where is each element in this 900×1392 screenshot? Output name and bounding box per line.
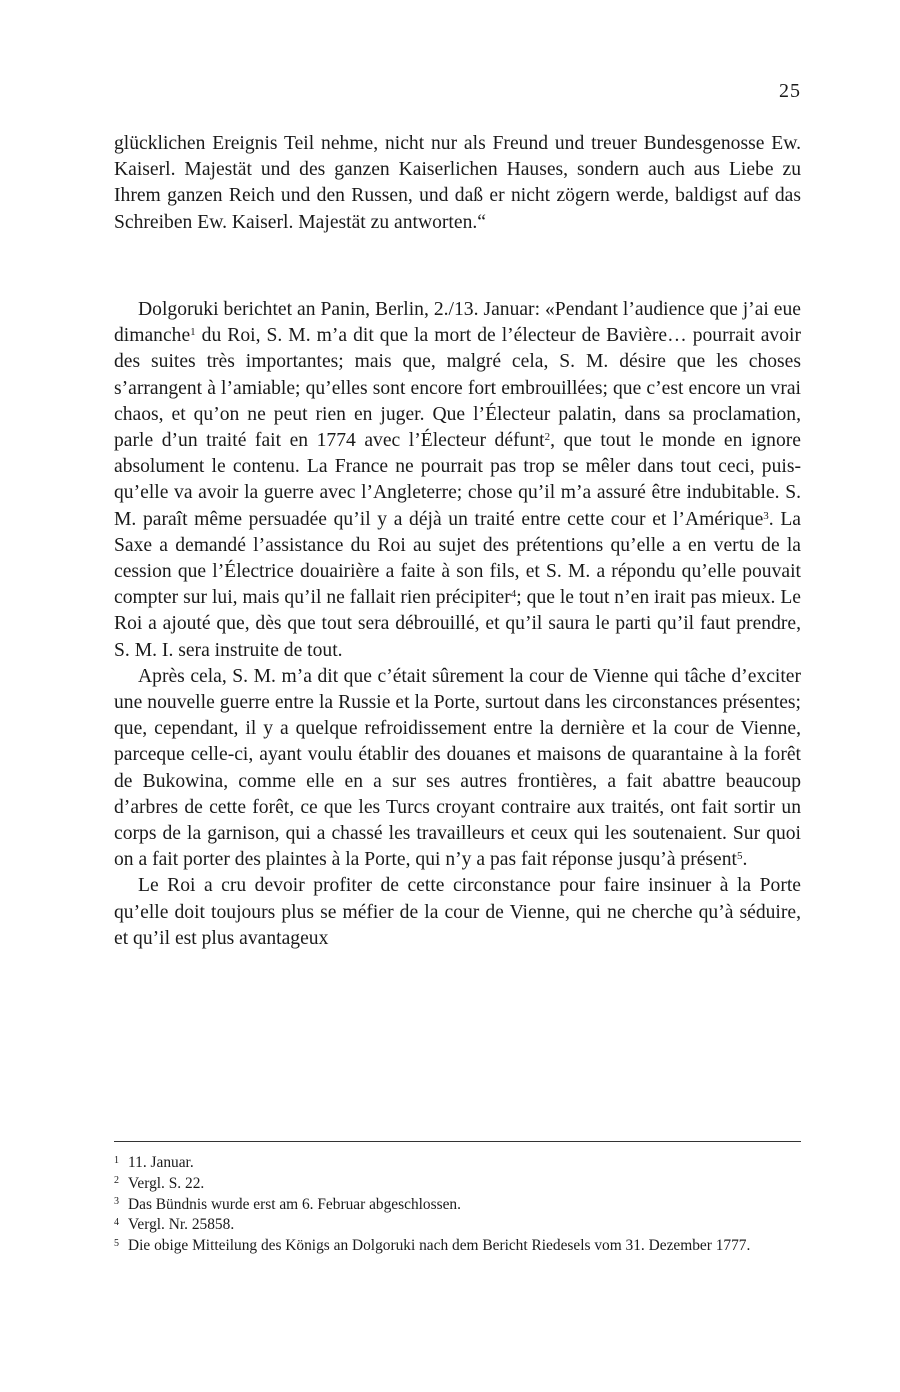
- footnote: 4 Vergl. Nr. 25858.: [114, 1216, 235, 1234]
- footnote-divider: [114, 1141, 801, 1142]
- paragraph-roi: Le Roi a cru devoir profiter de cette circonstance pour faire insinuer à la Porte qu’elle doit toujours plus se méfier de la cour de Vienne, qui ne cherche qu’à séduire, et qu’il est plus avantageux: [114, 875, 801, 949]
- footnote-ref: 4: [510, 588, 517, 601]
- paragraph-text: Dolgoruki berichtet an Panin, Berlin, 2./13. Januar: «Pendant l’audience que j’ai eue dimanche: [114, 299, 801, 347]
- footnote: 2 Vergl. S. 22.: [114, 1174, 205, 1192]
- footnote: 1 11. Januar.: [114, 1154, 194, 1171]
- paragraph-text: du Roi, S. M. m’a dit que la mort de l’électeur de Bavière… pourrait avoir des suites très importantes; mais que, malgré cela, S. M. désire que les choses s’arrangent à l’amiable; qu’elles sont encore fort embrouillées; que c’est encore un vrai chaos, et qu’on ne peut rien en juger. Que l’Électeur palatin, dans sa proclamation, parle d’un traité fait en 1774 avec l’Électeur défunt: [114, 325, 801, 452]
- paragraph-text: . La Saxe a demandé l’assistance du Roi au sujet des prétentions qu’elle a en vertu de la cession que l’Électrice douairière a faite à son fils, et S. M. a répondu qu’elle pouvait compter sur lui, mais qu’il ne fallait rien précipiter: [114, 508, 801, 609]
- footnotes: [114, 1153, 801, 1257]
- paragraph-dolgoruki-report: [114, 297, 801, 664]
- footnote-text: Vergl. S. 22.: [128, 1174, 205, 1192]
- footnote-ref: 2: [544, 430, 551, 443]
- footnote: 5 Die obige Mitteilung des Königs an Dolgoruki nach dem Bericht Riedesels vom 31. Dezember 1777.: [114, 1237, 751, 1255]
- paragraph-text: , que tout le monde en ignore absolument le contenu. La France ne pourrait pas trop se mêler dans tout ceci, puisqu’elle va avoir la guerre avec l’Angleterre; chose qu’il m’a assuré être indubitable. S. M. paraît même persuadée qu’il y a déjà un traité entre cette cour et l’Amérique: [114, 430, 801, 530]
- footnote-ref: 5: [737, 850, 743, 863]
- paragraph-text: .: [742, 849, 748, 871]
- footnote: 3 Das Bündnis wurde erst am 6. Februar abgeschlossen.: [114, 1195, 461, 1213]
- paragraph-continuation: glücklichen Ereignis Teil nehme, nicht nur als Freund und treuer Bundesgenosse Ew. Kaiserl. Majestät und des ganzen Kaiserlichen Hauses, sondern auch aus Liebe zu Ihrem ganzen Reich und den Russen, und daß er nicht zögern werde, baldigst auf das Schreiben Ew. Kaiserl. Majestät zu antworten.“: [114, 133, 801, 233]
- paragraph-vienne: [114, 664, 801, 874]
- footnote-ref: 1: [190, 326, 196, 339]
- page-number: 25: [779, 80, 801, 102]
- footnote-text: Das Bündnis wurde erst am 6. Februar abgeschlossen.: [128, 1195, 461, 1213]
- footnote-text: 11. Januar.: [128, 1154, 194, 1171]
- body-text-main: [114, 297, 801, 952]
- footnote-text: Vergl. Nr. 25858.: [128, 1216, 235, 1234]
- paragraph-text: Après cela, S. M. m’a dit que c’était sûrement la cour de Vienne qui tâche d’exciter une nouvelle guerre entre la Russie et la Porte, surtout dans les circonstances présentes; que, cependant, il y a quelque refroidissement entre la dernière et la cour de Vienne, parceque celle-ci, ayant voulu établir des douanes et maisons de quarantaine à la forêt de Bukowina, comme elle en a sur ses autres frontières, a fait abattre beaucoup d’arbres de cette forêt, ce que les Turcs croyant contraire aux traités, ont fait sortir un corps de la garnison, qui a chassé les travailleurs et ceux qui les soutenaient. Sur quoi on a fait porter des plaintes à la Porte, qui n’y a pas fait réponse jusqu’à présent: [114, 665, 801, 871]
- footnote-ref: 3: [763, 509, 769, 522]
- body-text-top: [114, 131, 801, 236]
- paragraph-text: ; que le tout n’en irait pas mieux. Le Roi a ajouté que, dès que tout sera débrouillé, et qu’il saura le parti qu’il faut prendre, S. M. I. sera instruite de tout.: [114, 587, 801, 661]
- footnote-text: Die obige Mitteilung des Königs an Dolgoruki nach dem Bericht Riedesels vom 31. Dezember 1777.: [128, 1237, 751, 1255]
